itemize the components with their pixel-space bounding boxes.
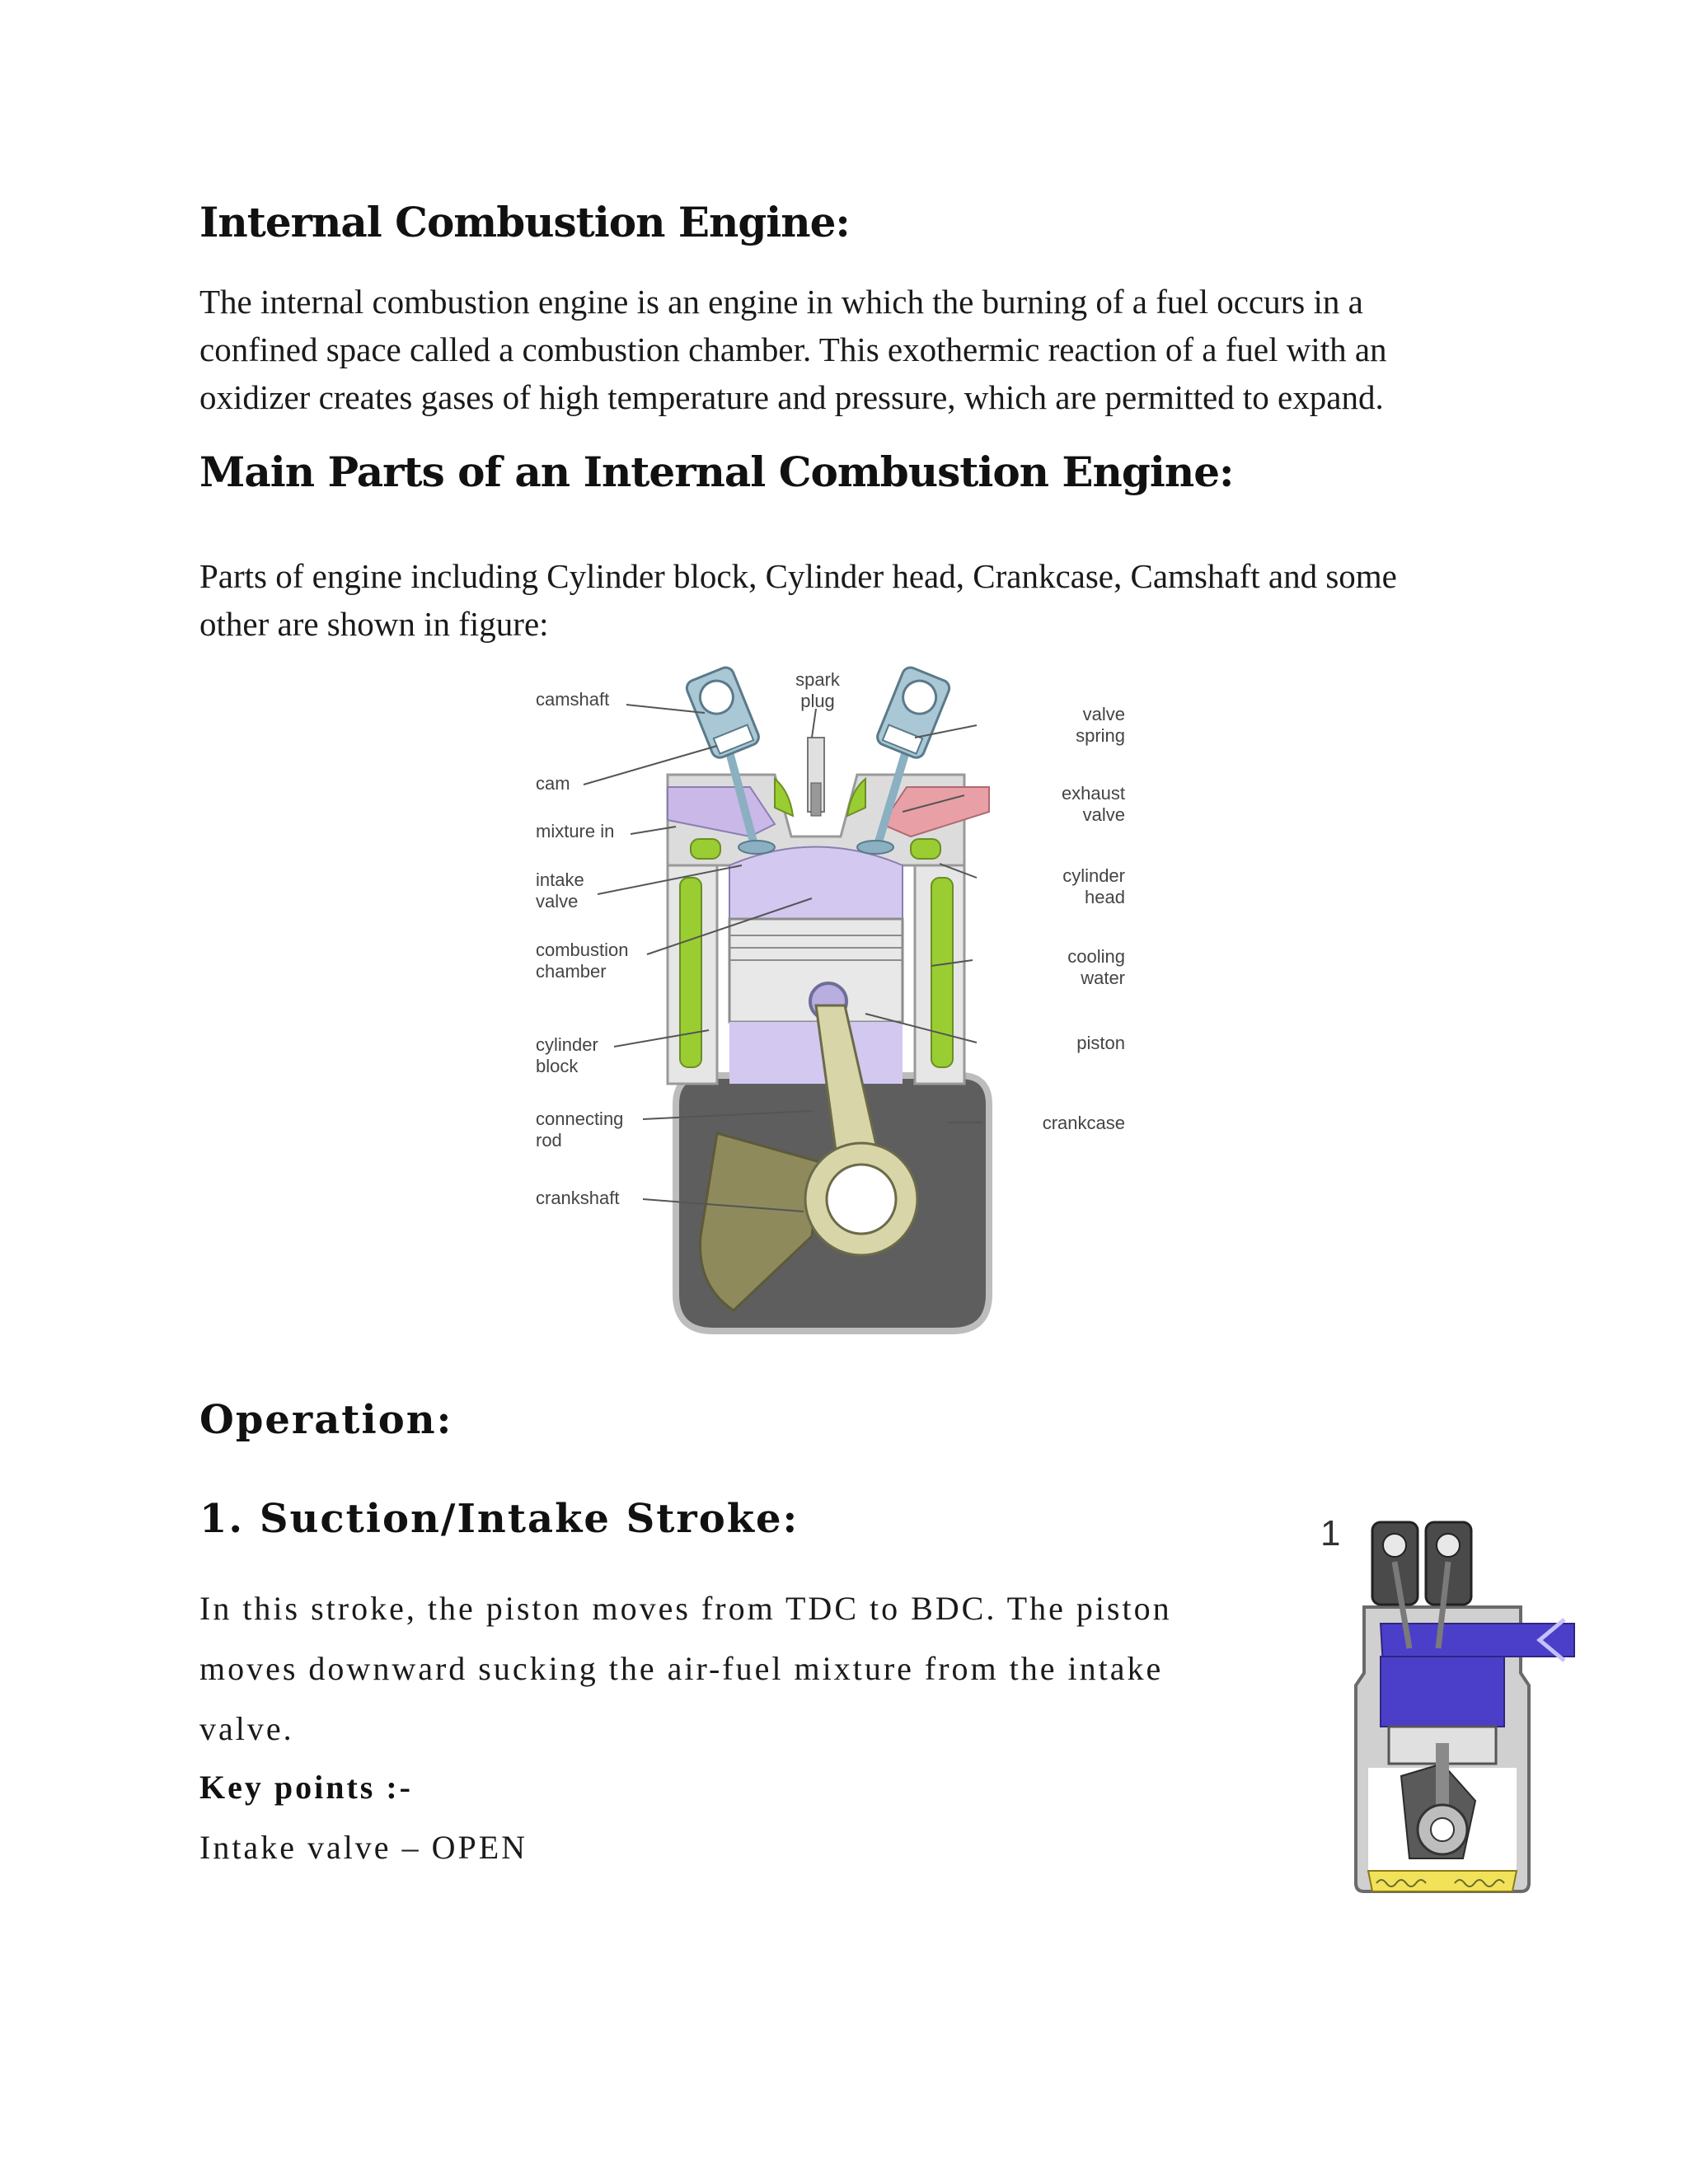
label-valve-spring-line1: valve bbox=[1082, 704, 1125, 724]
section-heading-main-parts: Main Parts of an Internal Combustion Engine: bbox=[199, 448, 1234, 496]
paragraph-line: The internal combustion engine is an engine in which the burning of a fuel occurs in a bbox=[199, 283, 1363, 321]
intake-stroke-paragraph bbox=[199, 1578, 1271, 1759]
label-crankshaft: crankshaft bbox=[536, 1188, 620, 1208]
label-connecting-rod-line1: connecting bbox=[536, 1108, 624, 1129]
label-connecting-rod-line2: rod bbox=[536, 1130, 562, 1151]
paragraph-line: moves downward sucking the air-fuel mixture from the intake bbox=[199, 1650, 1164, 1687]
label-mixture-in: mixture in bbox=[536, 821, 615, 841]
intake-stroke-diagram bbox=[1311, 1504, 1582, 1908]
label-cylinder-head-line2: head bbox=[1085, 887, 1125, 907]
crankshaft-journal bbox=[1431, 1818, 1454, 1841]
exhaust-valve-head bbox=[857, 841, 893, 854]
label-combustion-chamber-line2: chamber bbox=[536, 961, 607, 982]
label-crankcase: crankcase bbox=[1042, 1113, 1125, 1133]
paragraph-line: valve. bbox=[199, 1710, 294, 1747]
label-spark-plug-line1: spark bbox=[795, 669, 840, 690]
paragraph-line: Parts of engine including Cylinder block, Cylinder head, Crankcase, Camshaft and some bbox=[199, 557, 1397, 595]
label-piston: piston bbox=[1076, 1033, 1125, 1053]
label-valve-spring-line2: spring bbox=[1076, 725, 1125, 746]
combustion-chamber-shape bbox=[729, 847, 903, 920]
label-cylinder-head-line1: cylinder bbox=[1062, 865, 1125, 886]
intake-cam bbox=[1383, 1534, 1406, 1557]
label-cylinder-block-line2: block bbox=[536, 1056, 579, 1076]
cooling-water-right bbox=[931, 878, 953, 1067]
key-point-item: Intake valve – OPEN bbox=[199, 1829, 528, 1866]
label-spark-plug-line2: plug bbox=[800, 691, 835, 711]
exhaust-cam-housing bbox=[875, 665, 952, 760]
cooling-water-left bbox=[680, 878, 701, 1067]
figure-number: 1 bbox=[1320, 1513, 1341, 1554]
section-heading-ic-engine: Internal Combustion Engine: bbox=[199, 198, 850, 246]
main-parts-paragraph bbox=[199, 552, 1502, 648]
cylinder-bore-lower bbox=[729, 1022, 903, 1084]
section-heading-operation: Operation: bbox=[199, 1397, 453, 1443]
cylinder-mixture bbox=[1381, 1657, 1504, 1727]
intake-valve-head bbox=[738, 841, 775, 854]
paragraph-line: oxidizer creates gases of high temperature and pressure, which are permitted to expand. bbox=[199, 378, 1384, 416]
paragraph-line: other are shown in figure: bbox=[199, 605, 549, 643]
label-cooling-water-line2: water bbox=[1081, 968, 1125, 988]
label-exhaust-valve-line2: valve bbox=[1082, 804, 1125, 825]
label-cooling-water-line1: cooling bbox=[1067, 946, 1125, 967]
head-coolant-left bbox=[691, 839, 720, 859]
label-intake-valve-line2: valve bbox=[536, 891, 579, 912]
paragraph-line: confined space called a combustion chamber. This exothermic reaction of a fuel with an bbox=[199, 330, 1387, 368]
key-points-label: Key points :- bbox=[199, 1769, 413, 1806]
paragraph-line: In this stroke, the piston moves from TDC to BDC. The piston bbox=[199, 1590, 1172, 1627]
oil-sump bbox=[1368, 1871, 1517, 1891]
label-exhaust-valve-line1: exhaust bbox=[1061, 783, 1125, 804]
label-camshaft: camshaft bbox=[536, 689, 610, 710]
stroke-heading-intake: 1. Suction/Intake Stroke: bbox=[199, 1496, 799, 1542]
engine-parts-diagram bbox=[528, 659, 1137, 1335]
label-cylinder-block-line1: cylinder bbox=[536, 1034, 598, 1055]
spark-plug-thread bbox=[811, 783, 821, 816]
label-cam: cam bbox=[536, 773, 570, 794]
ic-engine-definition-paragraph bbox=[199, 278, 1502, 421]
crankshaft-journal bbox=[827, 1165, 896, 1234]
exhaust-cam bbox=[1437, 1534, 1460, 1557]
label-combustion-chamber-line1: combustion bbox=[536, 940, 629, 960]
label-intake-valve-line1: intake bbox=[536, 869, 584, 890]
head-coolant-right bbox=[911, 839, 940, 859]
